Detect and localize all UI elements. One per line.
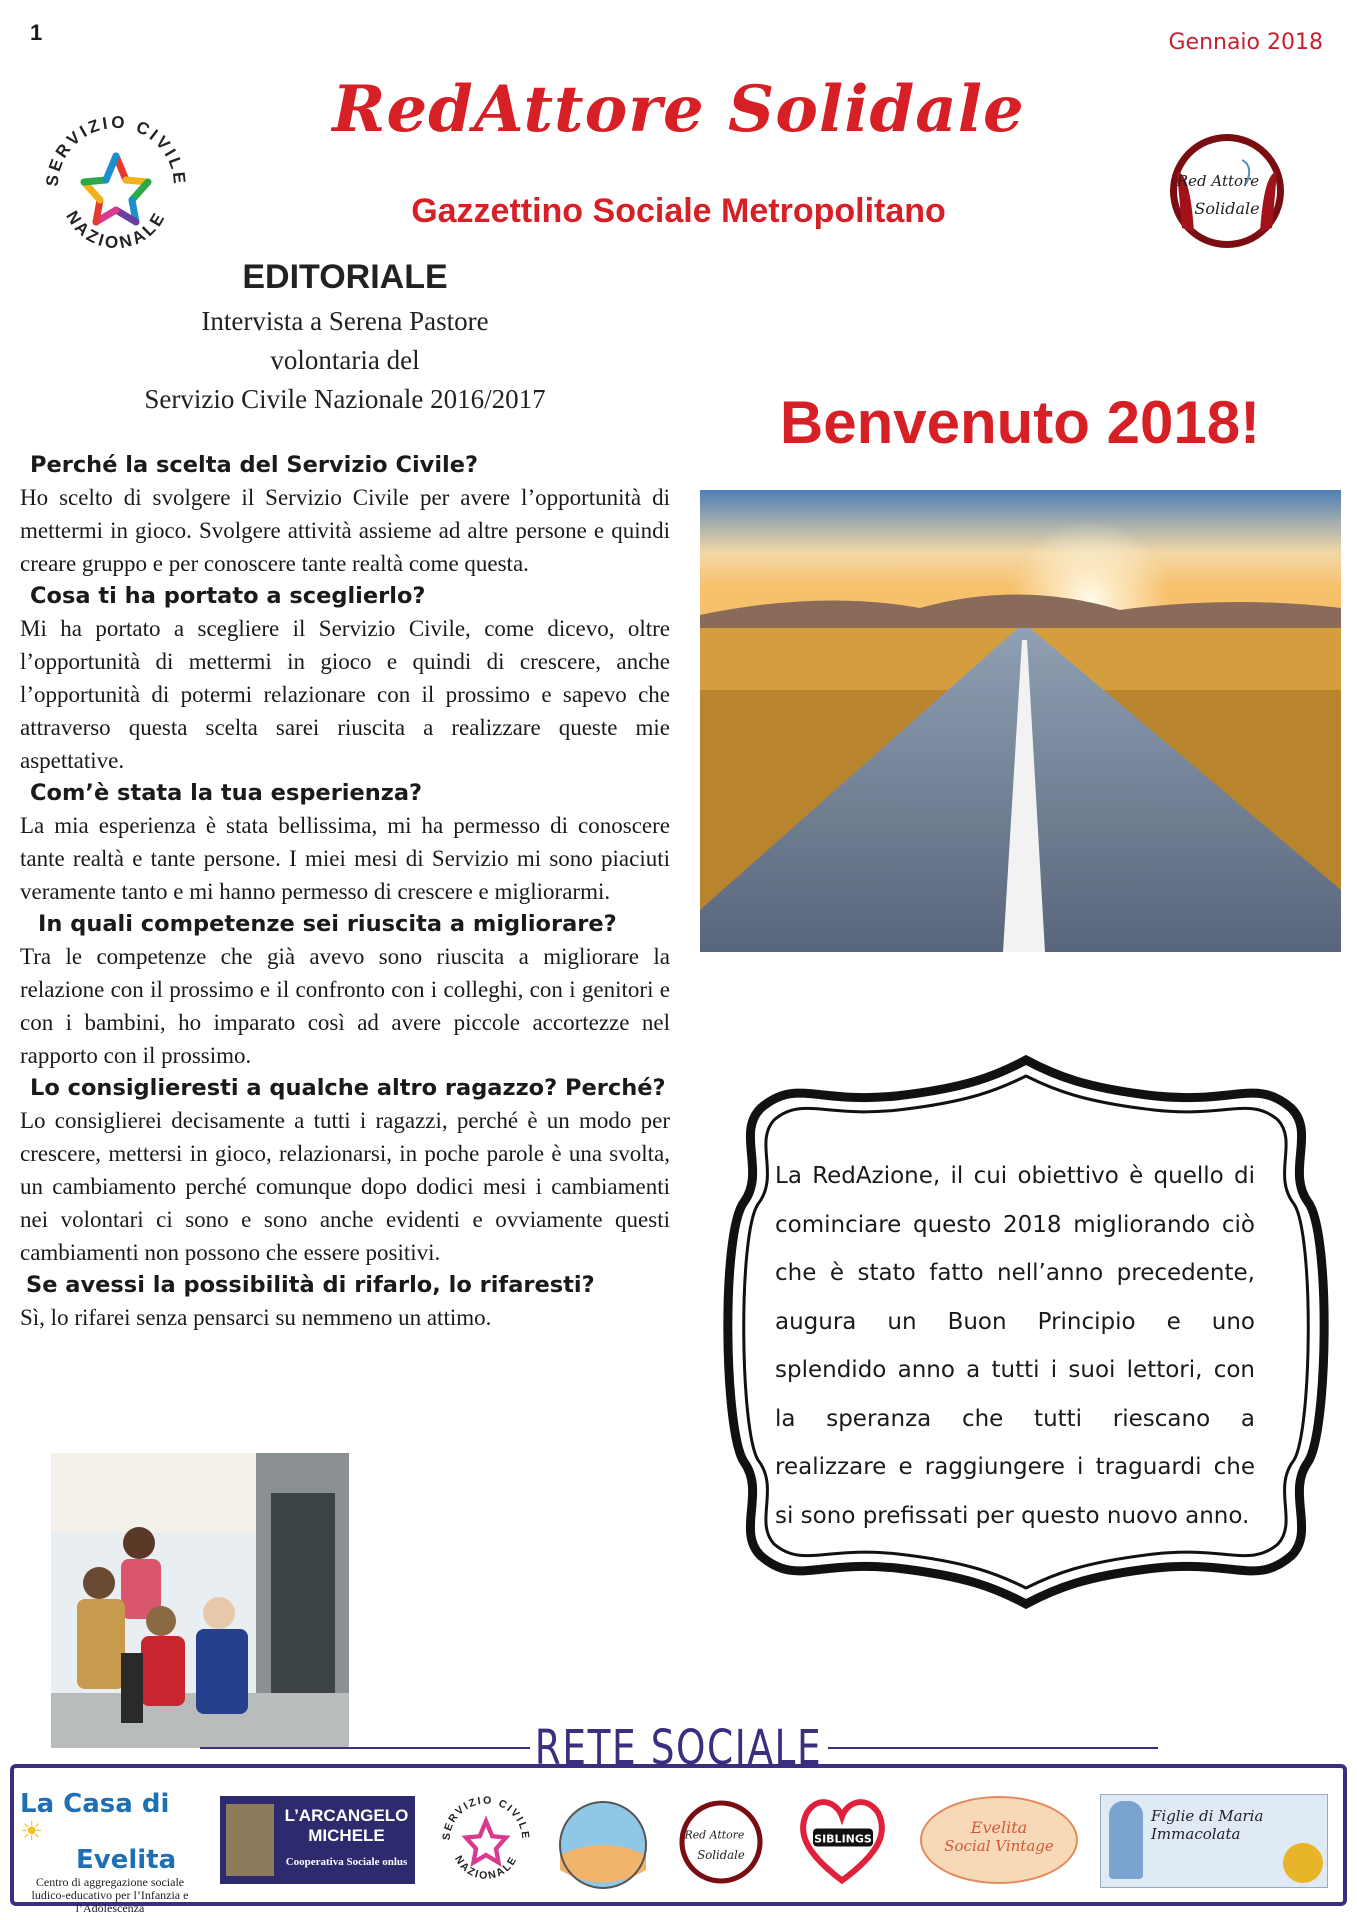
interview-answer: Mi ha portato a scegliere il Servizio Civile, come dicevo, oltre l’opportunità di mettermi in gioco e quindi di crescere, anche l’opportunità di potermi relazionare con il prossimo e sapevo che attraverso questa scelta sarei riuscita a realizzare queste mie aspettative. [20, 616, 670, 773]
servizio-civile-small-logo [436, 1790, 536, 1890]
arcangelo-name2: MICHELE [308, 1826, 385, 1845]
figlie-title: Figlie di Maria Immacolata [1151, 1807, 1264, 1843]
editorial-subtitle-2: volontaria del [270, 345, 420, 375]
arcangelo-sub: Cooperativa Sociale onlus [285, 1856, 408, 1868]
svg-text:Solidale: Solidale [1194, 199, 1260, 218]
svg-text:NAZIONALE: NAZIONALE [452, 1853, 520, 1882]
logo-arcangelo-michele [220, 1796, 415, 1884]
interview-question: Lo consiglieresti a qualche altro ragazzo? Perché? [30, 1075, 666, 1101]
archangel-icon [226, 1804, 274, 1876]
interview-answer: Sì, lo rifarei senza pensarci su nemmeno un attimo. [20, 1305, 492, 1330]
svg-text:SERVIZIO CIVILE: SERVIZIO CIVILE [440, 1794, 532, 1841]
svg-text:SIBLINGS: SIBLINGS [814, 1832, 872, 1846]
svg-text:SERVIZIO CIVILE: SERVIZIO CIVILE [42, 112, 190, 188]
svg-text:Solidale: Solidale [697, 1847, 745, 1862]
road-photo [700, 490, 1341, 952]
vintage-line2: Social Vintage [944, 1837, 1054, 1855]
editorial-title: EDITORIALE [242, 258, 448, 296]
interview-answer: La mia esperienza è stata bellissima, mi ha permesso di conoscere tante realtà e tante persone. I miei mesi di Servizio mi sono piaciuti veramente tanto e mi hanno permesso di crescere e migliorarmi. [20, 813, 670, 904]
logo-figlie-maria [1100, 1794, 1328, 1888]
editorial-subtitle-1: Intervista a Serena Pastore [201, 306, 489, 336]
interview-answer: Tra le competenze che già avevo sono riuscita a migliorare la relazione con il prossimo e il confronto con i colleghi, con i genitori e con i bambini, ho imparato così ad avere piccole accortezze nel rapporto con il prossimo. [20, 944, 670, 1068]
sun-icon: ☀ [20, 1817, 44, 1847]
casa-line1: La Casa di [20, 1789, 170, 1819]
editorial-subtitle-3: Servizio Civile Nazionale 2016/2017 [144, 384, 546, 414]
interview-question: In quali competenze sei riuscita a migliorare? [38, 911, 617, 937]
redattore-round-logo [1168, 132, 1286, 250]
logo-siblings-heart [795, 1790, 890, 1890]
svg-text:NAZIONALE: NAZIONALE [62, 207, 170, 253]
vintage-line1: Evelita [970, 1818, 1028, 1837]
interview-question: Com’è stata la tua esperienza? [30, 780, 423, 806]
interview-answer: Lo consiglierei decisamente a tutti i ragazzi, perché è un modo per crescere, mettersi in gioco, relazionarsi, in poche parole è una svolta, un cambiamento perché comunque dopo dodici mesi i cambiamenti nei volontari ci sono e sono anche evidenti e ovviamente questi cambiamenti non possono che essere positivi. [20, 1108, 670, 1265]
interview-question: Perché la scelta del Servizio Civile? [30, 452, 479, 478]
masthead-subtitle: Gazzettino Sociale Metropolitano [411, 192, 946, 230]
svg-text:Red Attore: Red Attore [684, 1828, 745, 1842]
logo-casa-evelita [20, 1789, 200, 1915]
rete-sociale-title: RETE SOCIALE [534, 1720, 823, 1776]
redattore-small-logo [678, 1792, 764, 1892]
interview-article [20, 452, 670, 1337]
headline-benvenuto: Benvenuto 2018! [779, 389, 1261, 456]
logo-circle-children [558, 1795, 648, 1895]
sunflower-icon [1283, 1843, 1323, 1883]
madonna-icon [1109, 1801, 1143, 1879]
interview-question: Cosa ti ha portato a sceglierlo? [30, 583, 426, 609]
masthead-title: RedAttore Solidale [332, 72, 1025, 147]
logo-evelita-vintage [920, 1796, 1078, 1884]
casa-line2: Evelita [76, 1845, 177, 1875]
servizio-civile-logo [36, 106, 196, 266]
wishes-text: La RedAzione, il cui obiettivo è quello di cominciare questo 2018 migliorando ciò che è stato fatto nell’anno precedente, augura un Buon Principio e uno splendido anno a tutti i suoi lettori, con la speranza che tutti riescano a realizzare e raggiungere i traguardi che si sono prefissati per questo nuovo anno. [775, 1163, 1255, 1529]
arcangelo-name1: L’ARCANGELO [284, 1806, 409, 1825]
casa-desc: Centro di aggregazione sociale ludico-educativo per l’Infanzia e l’Adolescenza [31, 1875, 189, 1915]
interview-question: Se avessi la possibilità di rifarlo, lo rifaresti? [26, 1272, 595, 1298]
interview-answer: Ho scelto di svolgere il Servizio Civile per avere l’opportunità di mettermi in gioco. Svolgere attività assieme ad altre persone e quindi creare gruppo e per conoscere tante realtà come questa. [20, 485, 670, 576]
page-number: 1 [30, 20, 43, 45]
issue-date: Gennaio 2018 [1168, 30, 1323, 55]
svg-text:Red Attore: Red Attore [1176, 172, 1260, 190]
children-photo [51, 1453, 349, 1748]
